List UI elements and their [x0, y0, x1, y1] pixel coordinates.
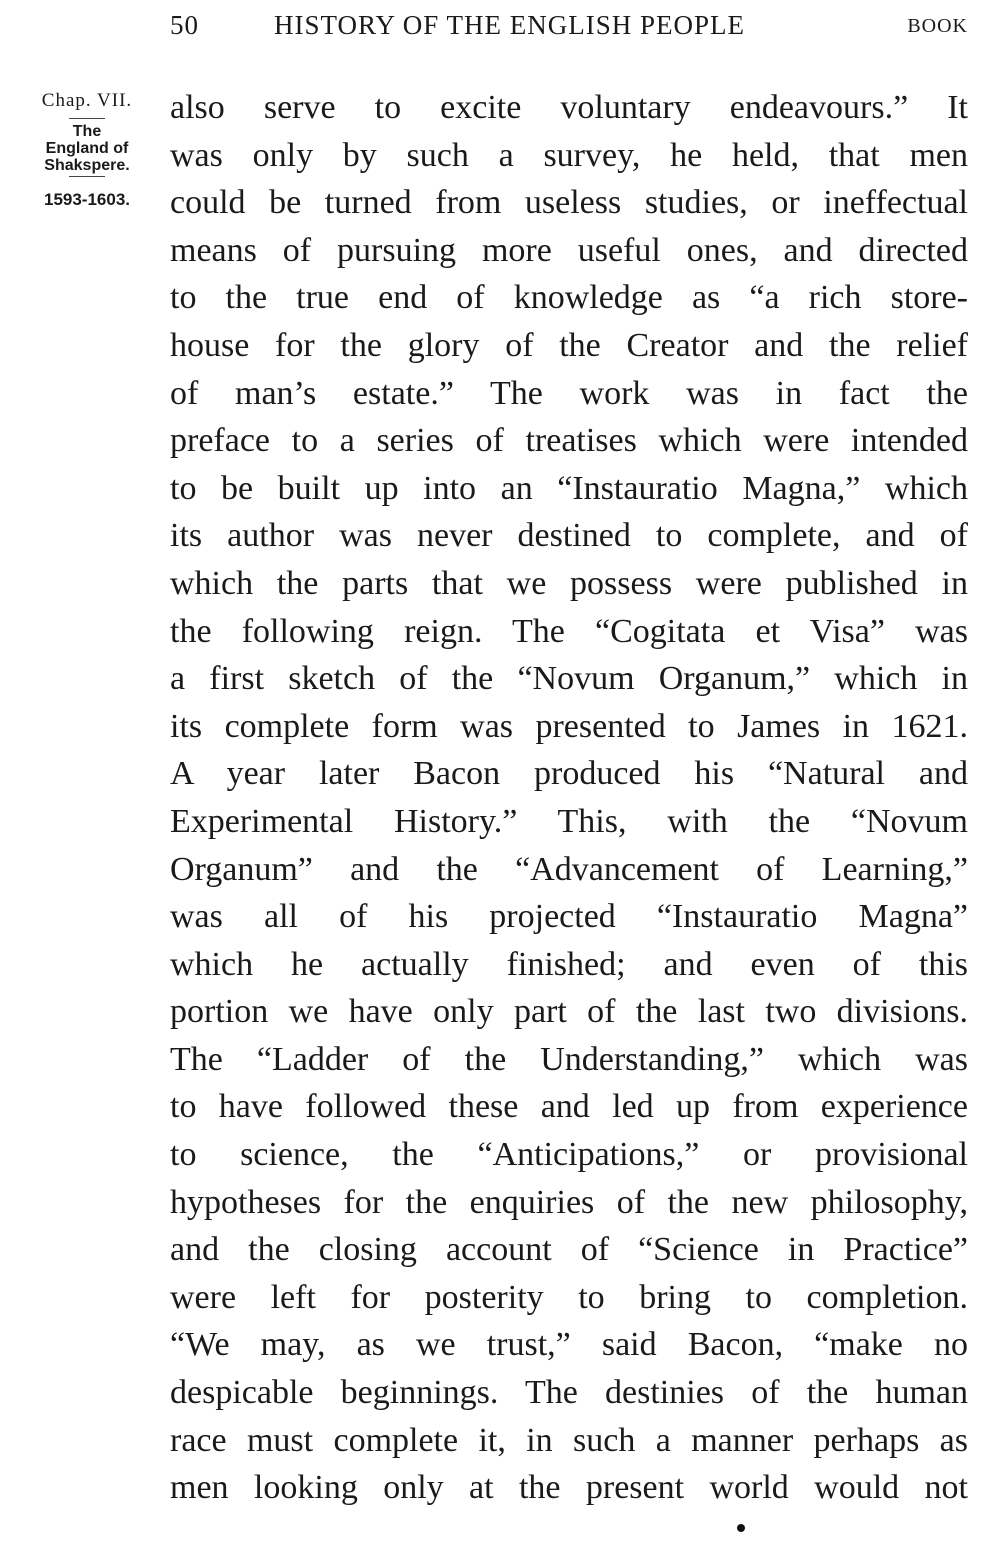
text-line: men looking only at the present world would not	[170, 1469, 968, 1507]
text-line: was only by such a survey, he held, that men	[170, 136, 968, 174]
text-line: could be turned from useless studies, or ineffectual	[170, 184, 968, 222]
text-line: Organum” and the “Advancement of Learning,”	[170, 850, 968, 888]
text-line: the following reign. The “Cogitata et Visa” was	[170, 612, 968, 650]
body-text	[170, 84, 968, 1512]
running-head	[170, 10, 968, 44]
text-line: preface to a series of treatises which were intended	[170, 422, 968, 460]
text-line: to be built up into an “Instauratio Magna,” which	[170, 469, 968, 507]
text-line: which the parts that we possess were published in	[170, 564, 968, 602]
margin-rule	[69, 118, 105, 119]
margin-topic-line: Shakspere.	[44, 157, 130, 174]
text-line: to science, the “Anticipations,” or provisional	[170, 1136, 968, 1174]
text-line: to the true end of knowledge as “a rich store-	[170, 279, 968, 317]
text-line: house for the glory of the Creator and the relief	[170, 326, 968, 364]
text-line: means of pursuing more useful ones, and directed	[170, 231, 968, 269]
margin-notes	[14, 86, 160, 210]
text-line: A year later Bacon produced his “Natural and	[170, 755, 968, 793]
text-line: “We may, as we trust,” said Bacon, “make no	[170, 1326, 968, 1364]
text-line: of man’s estate.” The work was in fact the	[170, 374, 968, 412]
text-line: also serve to excite voluntary endeavours.” It	[170, 89, 968, 126]
text-line: a first sketch of the “Novum Organum,” which in	[170, 660, 968, 698]
text-line: portion we have only part of the last two divisions.	[170, 993, 968, 1031]
text-line: which he actually finished; and even of this	[170, 945, 968, 983]
margin-topic-line: England of	[45, 140, 129, 157]
text-line: its author was never destined to complete, and of	[170, 517, 968, 555]
margin-dates: 1593-1603.	[43, 190, 131, 209]
page-number: 50	[170, 10, 199, 40]
text-line: was all of his projected “Instauratio Magna”	[170, 898, 968, 936]
running-book-label: BOOK	[907, 15, 968, 37]
text-line: were left for posterity to bring to completion.	[170, 1278, 968, 1316]
text-line: race must complete it, in such a manner perhaps as	[170, 1421, 968, 1459]
margin-rule	[69, 176, 105, 177]
text-line: The “Ladder of the Understanding,” which was	[170, 1040, 968, 1078]
text-line: despicable beginnings. The destinies of the human	[170, 1374, 968, 1412]
margin-topic-line: The	[72, 123, 102, 140]
text-line: its complete form was presented to James in 1621.	[170, 707, 968, 745]
text-line: hypotheses for the enquiries of the new philosophy,	[170, 1183, 968, 1221]
text-line: Experimental History.” This, with the “Novum	[170, 802, 968, 840]
running-title: HISTORY OF THE ENGLISH PEOPLE	[274, 10, 746, 40]
signature-dot	[737, 1524, 745, 1532]
chapter-label: Chap. VII.	[41, 90, 133, 111]
text-line: to have followed these and led up from experience	[170, 1088, 968, 1126]
text-line: and the closing account of “Science in Practice”	[170, 1231, 968, 1269]
